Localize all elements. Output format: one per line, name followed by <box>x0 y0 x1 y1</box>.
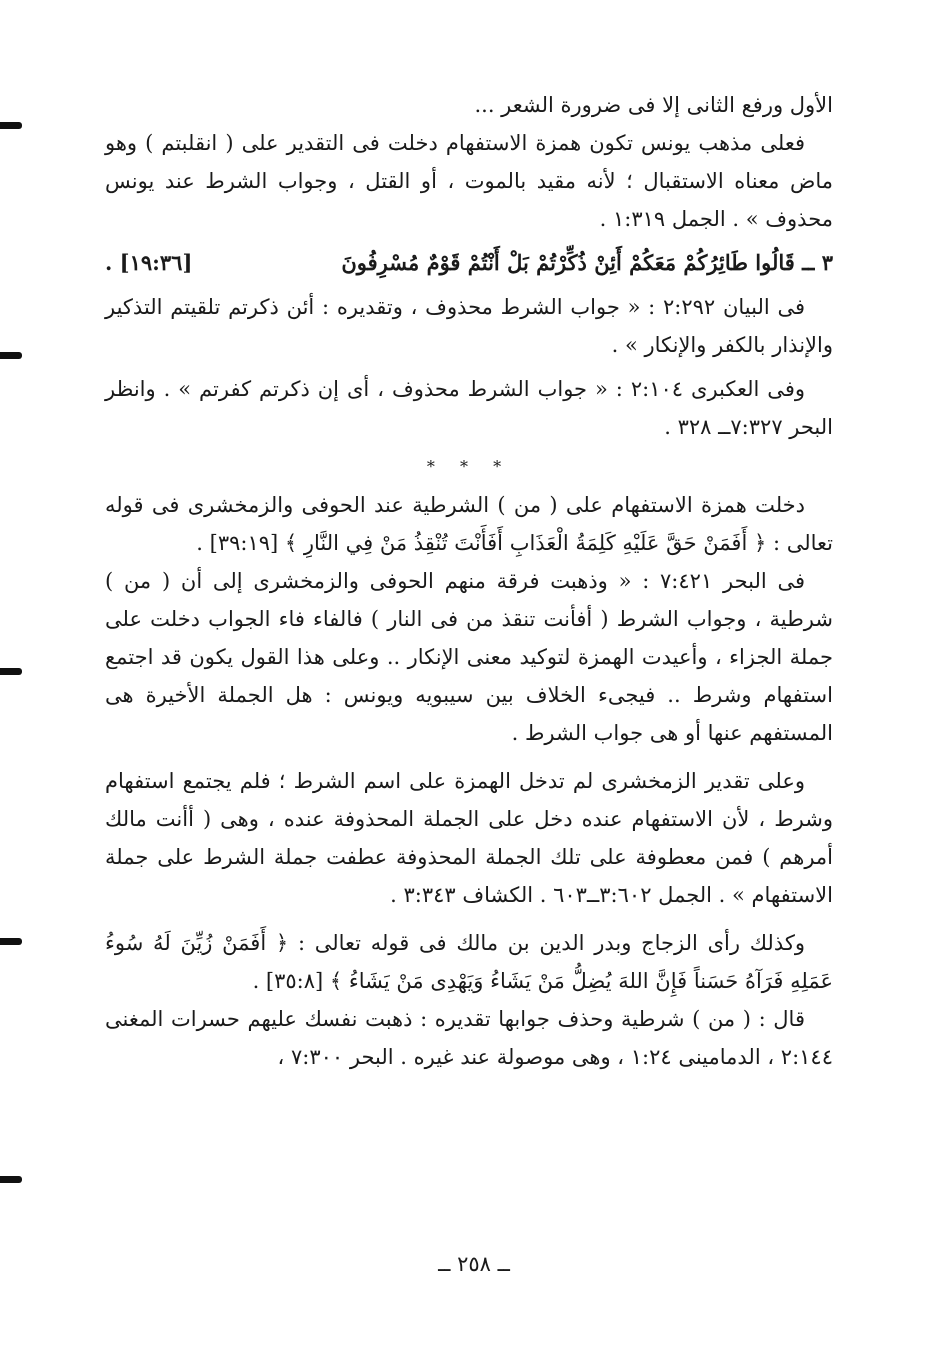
scan-edge-mark <box>0 938 22 945</box>
scan-edge-mark <box>0 1176 22 1183</box>
verse-reference: [١٩:٣٦] . <box>105 250 193 275</box>
paragraph-zajjaj: وكذلك رأى الزجاج وبدر الدين بن مالك فى قوله تعالى : ﴿ أَفَمَنْ زُيِّنَ لَهُ سُوءُ عَمَلِهِ فَرَآهُ حَسَناً فَإِنَّ اللهَ يُضِلُّ مَنْ يَشَاءُ وَيَهْدِى مَنْ يَشَاءُ ﴾ [٣٥:٨] . <box>105 931 833 993</box>
page-body <box>105 86 833 1076</box>
scan-edge-mark <box>0 352 22 359</box>
verse-text: ٣ ــ قَالُوا طَائِرُكُمْ مَعَكُمْ أَئِنْ ذُكِّرْتُمْ بَلْ أَنْتُمْ قَوْمٌ مُسْرِفُونَ <box>341 250 833 275</box>
paragraph-hamza-on-man: دخلت همزة الاستفهام على ( من ) الشرطية عند الحوفى والزمخشرى فى قوله تعالى : ﴿ أَفَمَنْ حَقَّ عَلَيْهِ كَلِمَةُ الْعَذَابِ أَفَأَنْتَ تُنْقِذُ مَنْ فِي النَّارِ ﴾ [٣٩:١٩] . <box>105 493 833 555</box>
paragraph-bahr-quote: فى البحر ٧:٤٢١ : « وذهبت فرقة منهم الحوفى والزمخشرى إلى أن ( من ) شرطية ، وجواب الشرط ( أفأنت تنقذ من فى النار ) فالفاء فاء الجواب دخلت على جملة الجزاء ، وأعيدت الهمزة لتوكيد معنى الإنكار .. وعلى هذا القول يكون قد اجتمع استفهام وشرط .. فيجىء الخلاف بين سيبويه ويونس : هل الجملة الأخيرة هى المستفهم عنها أو هى جواب الشرط . <box>105 569 833 745</box>
verse-entry-3 <box>105 244 833 282</box>
paragraph-yunus-opinion: فعلى مذهب يونس تكون همزة الاستفهام دخلت فى التقدير على ( انقلبتم ) وهو ماض معناه الاستقبال ؛ لأنه مقيد بالموت ، أو القتل ، وجواب الشرط عند يونس محذوف » . الجمل ١:٣١٩ . <box>105 131 833 231</box>
section-separator: * * * <box>426 457 512 476</box>
paragraph-ukbari: وفى العكبرى ٢:١٠٤ : « جواب الشرط محذوف ، أى إن ذكرتم كفرتم » . وانظر البحر ٧:٣٢٧ــ ٣٢٨ . <box>105 377 833 439</box>
scan-edge-mark <box>0 122 22 129</box>
scan-edge-mark <box>0 668 22 675</box>
page-number: ــ ٢٥٨ ــ <box>438 1252 510 1276</box>
paragraph-zamakhshari: وعلى تقدير الزمخشرى لم تدخل الهمزة على اسم الشرط ؛ فلم يجتمع استفهام وشرط ، لأن الاستفهام عنده دخل على الجملة المحذوفة عنده ، وهى ( أأنت مالك أمرهم ) فمن معطوفة على تلك الجملة المحذوفة عطفت جملة الشرط على جملة الاستفهام » . الجمل ٣:٦٠٢ــ٦٠٣ . الكشاف ٣:٣٤٣ . <box>105 769 833 907</box>
paragraph-mughni: قال : ( من ) شرطية وحذف جوابها تقديره : ذهبت نفسك عليهم حسرات المغنى ٢:١٤٤ ، الدمامينى ١:٢٤ ، وهى موصولة عند غيره . البحر ٧:٣٠٠ ، <box>105 1007 833 1069</box>
paragraph-continuation: الأول ورفع الثانى إلا فى ضرورة الشعر ... <box>474 93 833 117</box>
paragraph-bayan: فى البيان ٢:٢٩٢ : « جواب الشرط محذوف ، وتقديره : أئن ذكرتم تلقيتم التذكير والإنذار بالكفر والإنكار » . <box>105 295 833 357</box>
